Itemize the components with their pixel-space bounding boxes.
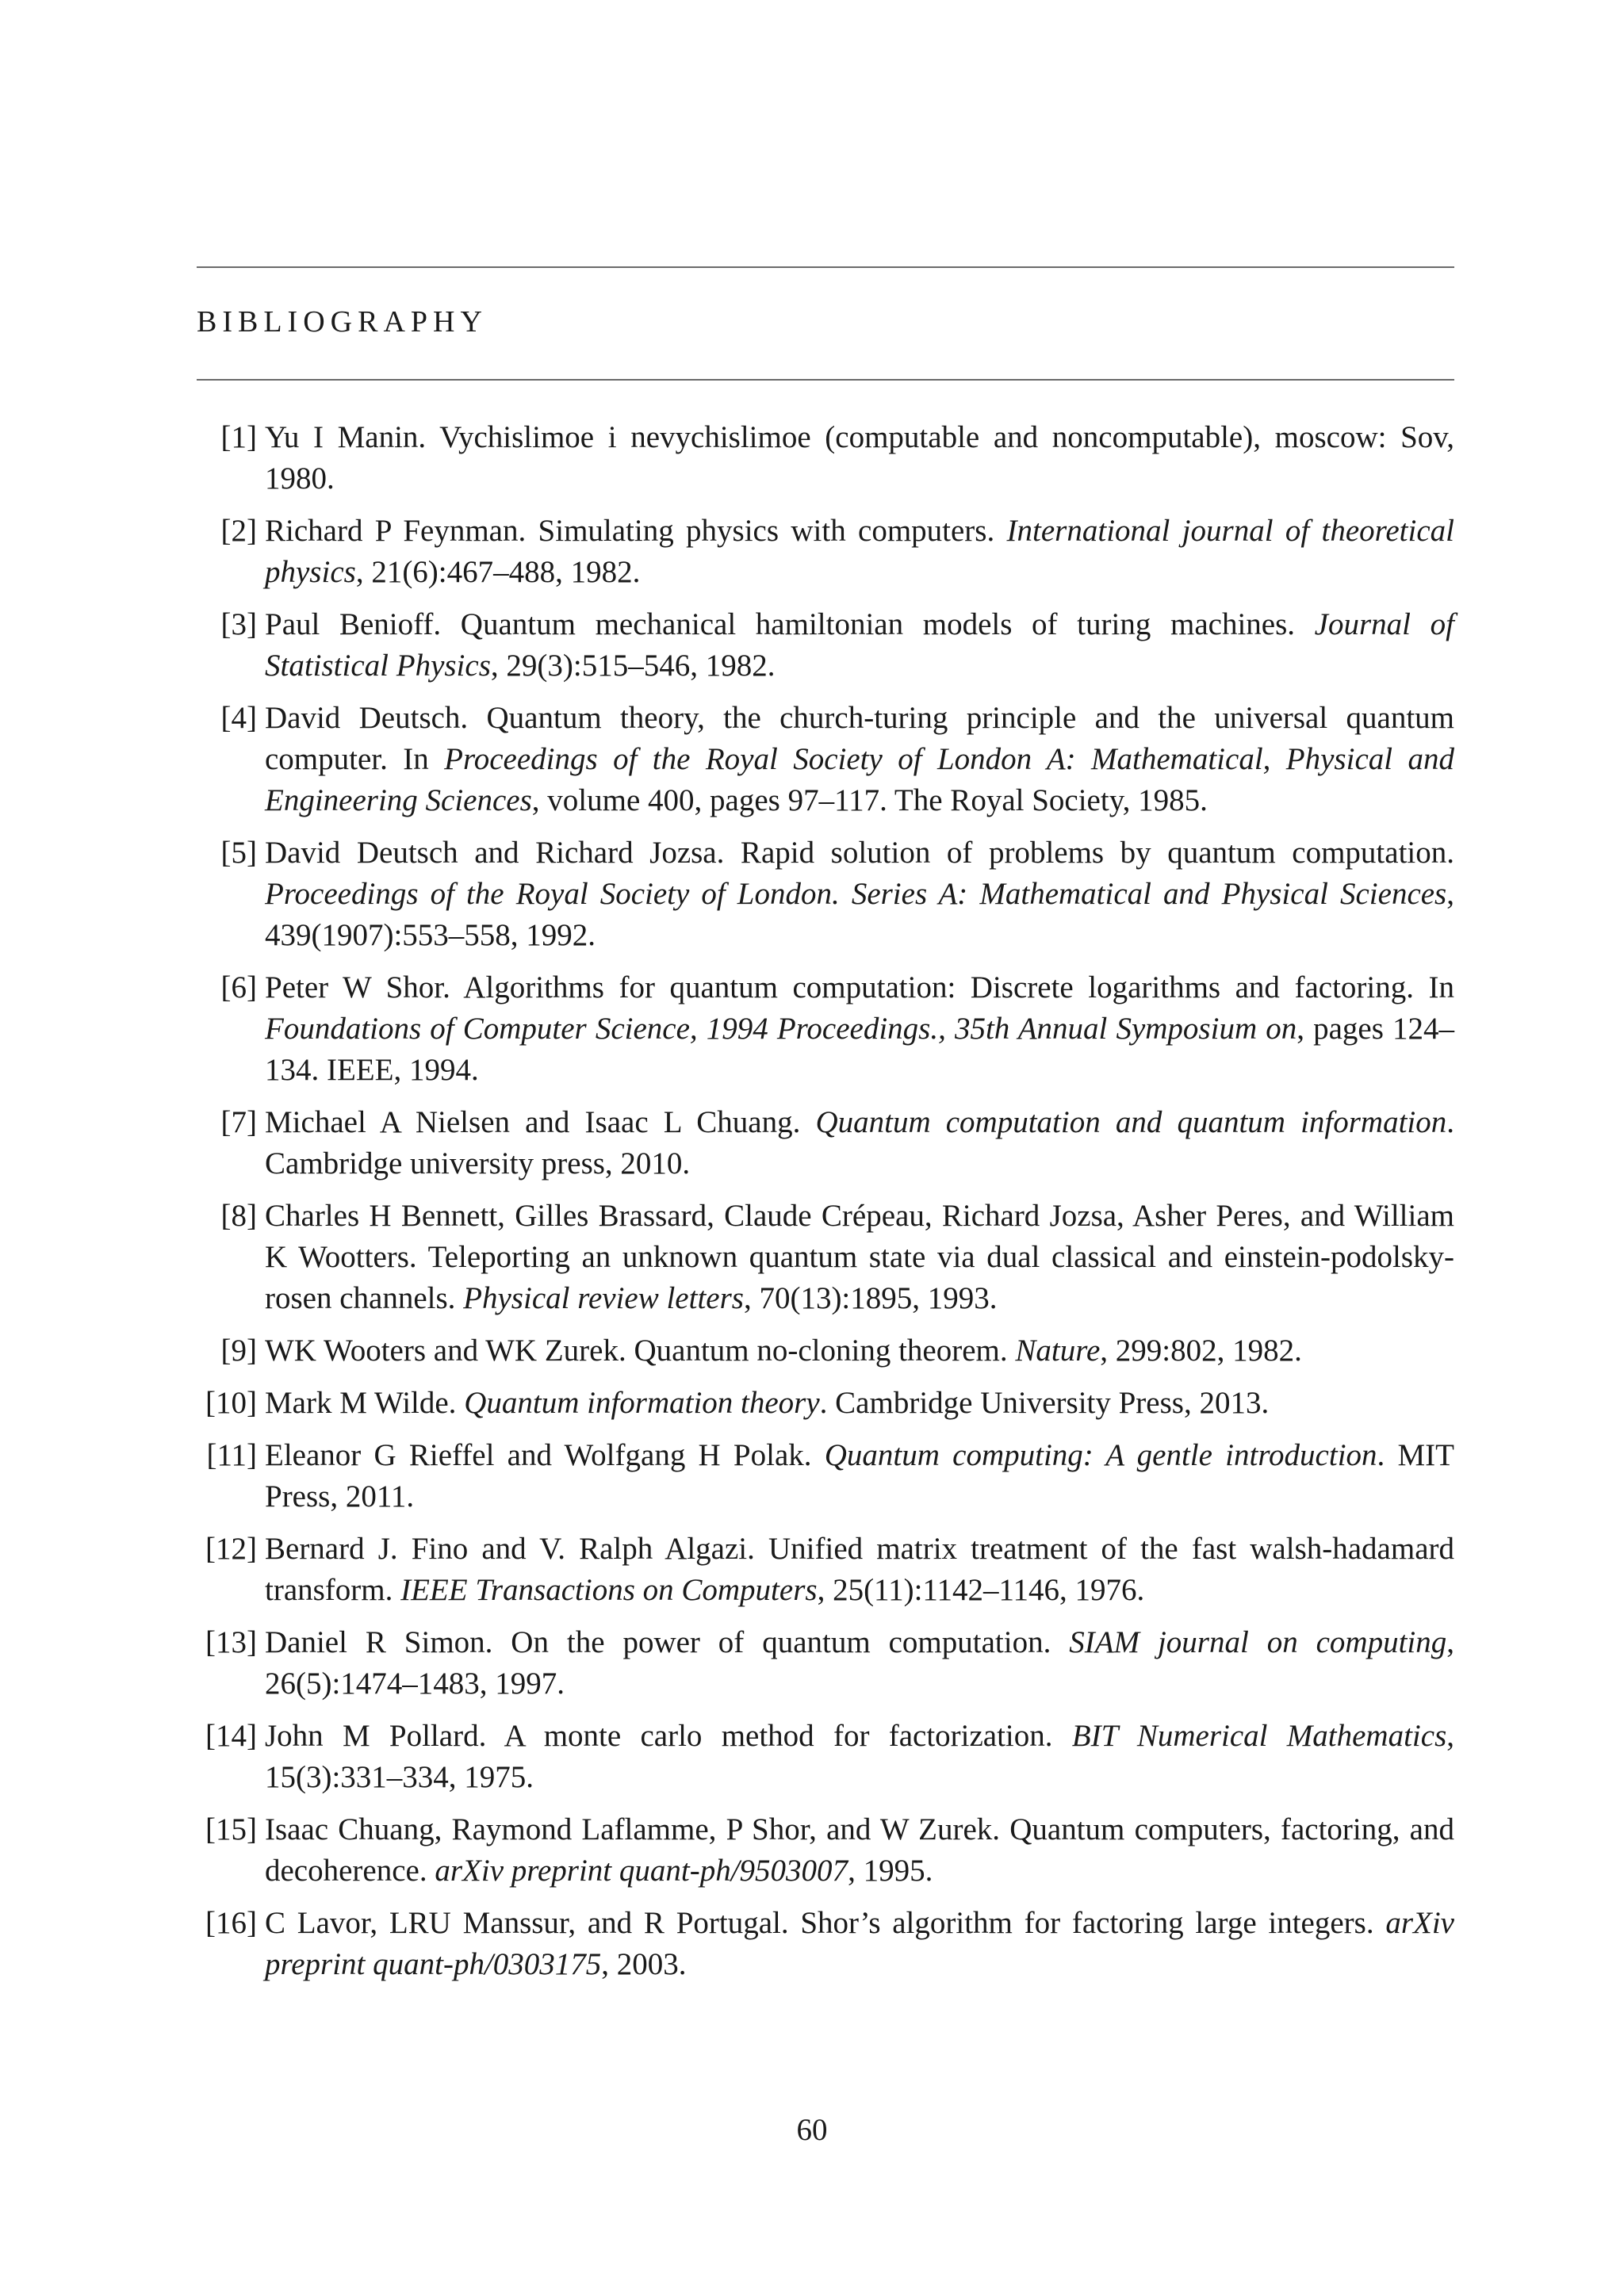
reference-number: [16] [205,1906,257,1940]
reference-number: [4] [220,701,257,735]
reference-number: [15] [205,1812,257,1846]
reference-details: , 1995. [848,1854,933,1888]
reference-venue: Physical review letters [463,1281,744,1315]
reference-venue: BIT Numerical Mathematics [1071,1719,1447,1753]
reference-text: Isaac Chuang, Raymond Laflamme, P Shor, and W Zurek. Quantum computers, factoring, and decoherence. [265,1812,1454,1888]
reference-text: Peter W Shor. Algorithms for quantum computation: Discrete logarithms and factoring. In [265,970,1454,1004]
reference-details: , 26(5):1474–1483, 1997. [265,1625,1455,1701]
reference-number: [11] [206,1438,257,1472]
reference-text: Charles H Bennett, Gilles Brassard, Claude Crépeau, Richard Jozsa, Asher Peres, and William K Wootters. Teleporting an unknown quantum state via dual classical and einstein-podolsky-rosen channels. [265,1199,1454,1315]
reference-venue: IEEE Transactions on Computers [400,1573,818,1607]
reference-number: [8] [220,1199,257,1233]
reference-text: Yu I Manin. Vychislimoe i nevychislimoe (computable and noncomputable), moscow: Sov, 1980. [265,420,1454,496]
reference-text: Eleanor G Rieffel and Wolfgang H Polak. [265,1438,825,1472]
reference-number: [7] [220,1105,257,1139]
reference-entry-12 [197,1529,1454,1611]
reference-entry-13 [197,1622,1454,1705]
bottom-rule [197,379,1454,381]
bibliography-list [197,417,1454,1996]
reference-venue: arXiv preprint quant-ph/9503007 [435,1854,848,1888]
reference-venue: Proceedings of the Royal Society of London. Series A: Mathematical and Physical Sciences [265,877,1447,911]
reference-text: WK Wooters and WK Zurek. Quantum no-cloning theorem. [265,1334,1016,1368]
reference-number: [5] [220,836,257,870]
reference-number: [12] [205,1532,257,1566]
reference-details: . MIT Press, 2011. [265,1438,1454,1513]
reference-entry-4 [197,698,1454,821]
reference-entry-11 [197,1435,1454,1517]
reference-details: , 25(11):1142–1146, 1976. [817,1573,1145,1607]
reference-details: , 2003. [601,1947,687,1981]
reference-text: John M Pollard. A monte carlo method for factorization. [265,1719,1072,1753]
reference-entry-15 [197,1809,1454,1892]
reference-entry-5 [197,832,1454,956]
reference-number: [2] [220,514,257,548]
reference-details: , 15(3):331–334, 1975. [265,1719,1454,1794]
reference-venue: Quantum information theory [464,1386,820,1420]
reference-entry-8 [197,1196,1454,1319]
reference-number: [1] [220,420,257,454]
top-rule [197,266,1454,268]
reference-venue: Quantum computation and quantum information [815,1105,1447,1139]
reference-venue: Proceedings of the Royal Society of London A: Mathematical, Physical and Engineering Sciences [265,742,1454,817]
reference-text: Bernard J. Fino and V. Ralph Algazi. Unified matrix treatment of the fast walsh-hadamard transform. [265,1532,1454,1607]
reference-number: [6] [220,970,257,1004]
reference-entry-10 [197,1383,1454,1424]
reference-text: David Deutsch. Quantum theory, the church-turing principle and the universal quantum computer. In [265,701,1454,776]
reference-details: , pages 124–134. IEEE, 1994. [265,1012,1454,1087]
reference-details: , 439(1907):553–558, 1992. [265,877,1454,952]
page-number: 60 [796,2113,828,2147]
reference-details: , 70(13):1895, 1993. [743,1281,998,1315]
reference-number: [9] [220,1334,257,1368]
reference-venue: SIAM journal on computing [1069,1625,1447,1659]
reference-entry-6 [197,967,1454,1091]
reference-details: , 299:802, 1982. [1100,1334,1302,1368]
reference-text: Paul Benioff. Quantum mechanical hamiltonian models of turing machines. [265,607,1315,641]
reference-entry-1 [197,417,1454,499]
reference-number: [3] [220,607,257,641]
reference-entry-16 [197,1903,1454,1985]
reference-venue: Nature [1015,1334,1101,1368]
chapter-title: BIBLIOGRAPHY [197,305,488,339]
reference-number: [10] [205,1386,257,1420]
reference-venue: arXiv preprint quant-ph/0303175 [265,1906,1454,1981]
reference-entry-14 [197,1716,1454,1798]
reference-details: . Cambridge University Press, 2013. [819,1386,1270,1420]
reference-text: Richard P Feynman. Simulating physics with computers. [265,514,1007,548]
reference-entry-3 [197,604,1454,687]
reference-text: C Lavor, LRU Manssur, and R Portugal. Shor’s algorithm for factoring large integers. [265,1906,1386,1940]
reference-details: , 21(6):467–488, 1982. [355,555,641,589]
reference-text: David Deutsch and Richard Jozsa. Rapid solution of problems by quantum computation. [265,836,1454,870]
reference-number: [13] [205,1625,257,1659]
reference-number: [14] [205,1719,257,1753]
reference-text: Daniel R Simon. On the power of quantum computation. [265,1625,1070,1659]
reference-venue: Quantum computing: A gentle introduction [824,1438,1377,1472]
reference-details: , volume 400, pages 97–117. The Royal Society, 1985. [531,783,1208,817]
reference-venue: International journal of theoretical physics [265,514,1455,589]
reference-text: Michael A Nielsen and Isaac L Chuang. [265,1105,816,1139]
reference-entry-2 [197,511,1454,593]
reference-venue: Journal of Statistical Physics [265,607,1454,683]
reference-venue: Foundations of Computer Science, 1994 Proceedings., 35th Annual Symposium on [265,1012,1297,1046]
reference-details: . Cambridge university press, 2010. [265,1105,1454,1181]
reference-text: Mark M Wilde. [265,1386,465,1420]
reference-entry-7 [197,1102,1454,1184]
reference-entry-9 [197,1330,1454,1372]
reference-details: , 29(3):515–546, 1982. [490,649,776,683]
